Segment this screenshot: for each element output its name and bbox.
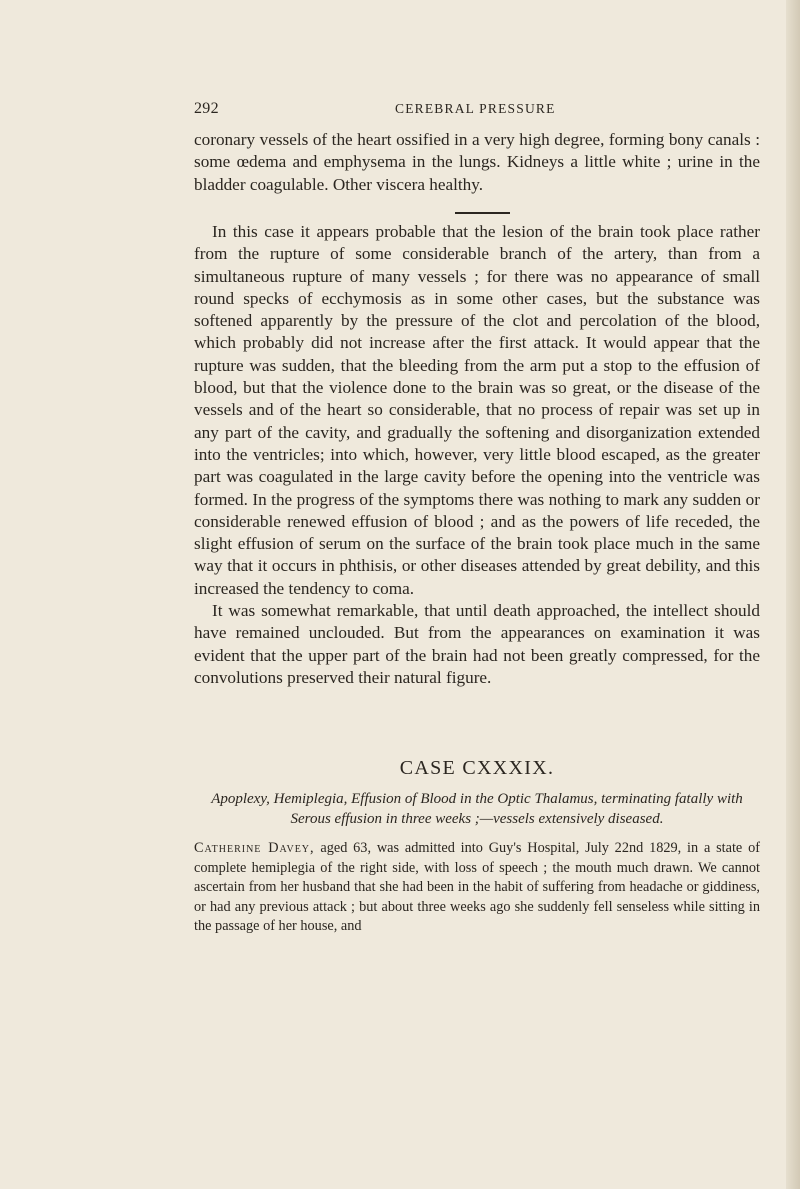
section-divider	[455, 212, 510, 214]
page-header	[194, 100, 760, 120]
paragraph: coronary vessels of the heart ossified in a very high degree, forming bony canals : some œdema and emphysema in the lungs. Kidneys a little white ; urine in the bladder coagulable. Other viscera healthy.	[194, 130, 760, 194]
running-head: CEREBRAL PRESSURE	[395, 101, 556, 116]
case-paragraph	[194, 839, 760, 937]
paragraph: It was somewhat remarkable, that until death approached, the intellect should have remained unclouded. But from the appearances on examination it was evident that the upper part of the brain had not been greatly compressed, for the convolutions preserved their natural figure.	[194, 601, 760, 687]
case-text: aged 63, was admitted into Guy's Hospital, July 22nd 1829, in a state of complete hemiplegia of the right side, with loss of speech ; the mouth much drawn. We cannot ascertain from her husband that she had been in the habit of suffering from headache or giddiness, or had any previous attack ; but about three weeks ago she suddenly fell senseless while sitting in the passage of her house, and	[194, 840, 760, 935]
continued-paragraph	[194, 129, 760, 196]
commentary	[194, 221, 760, 689]
page-number: 292	[194, 100, 219, 117]
case-report	[194, 839, 760, 937]
case-heading: CASE CXXXIX.	[399, 757, 555, 779]
case-subtitle: Apoplexy, Hemiplegia, Effusion of Blood in the Optic Thalamus, terminating fatally with Serous effusion in three weeks ;—vessels extensively diseased.	[211, 791, 743, 827]
patient-name: Catherine Davey,	[194, 840, 315, 856]
page-edge	[786, 0, 800, 1189]
paragraph: In this case it appears probable that the lesion of the brain took place rather from the rupture of some considerable branch of the artery, than from a simultaneous rupture of many vessels ; for there was no appearance of small round specks of ecchymosis as in some other cases, but the substance was softened apparently by the pressure of the clot and percolation of the blood, which probably did not increase after the first attack. It would appear that the rupture was sudden, that the bleeding from the arm put a stop to the effusion of blood, but that the violence done to the brain was so great, or the disease of the vessels and of the heart so considerable, that no process of repair was set up in any part of the cavity, and gradually the softening and disorganization extended into the ventricles; into which, however, very little blood escaped, as the greater part was coagulated in the large cavity before the opening into the ventricle was formed. In the progress of the symptoms there was nothing to mark any sudden or considerable renewed effusion of blood ; and as the powers of life receded, the slight effusion of serum on the surface of the brain took place much in the same way that it occurs in phthisis, or other diseases attended by great debility, and this increased the tendency to coma.	[194, 222, 760, 598]
